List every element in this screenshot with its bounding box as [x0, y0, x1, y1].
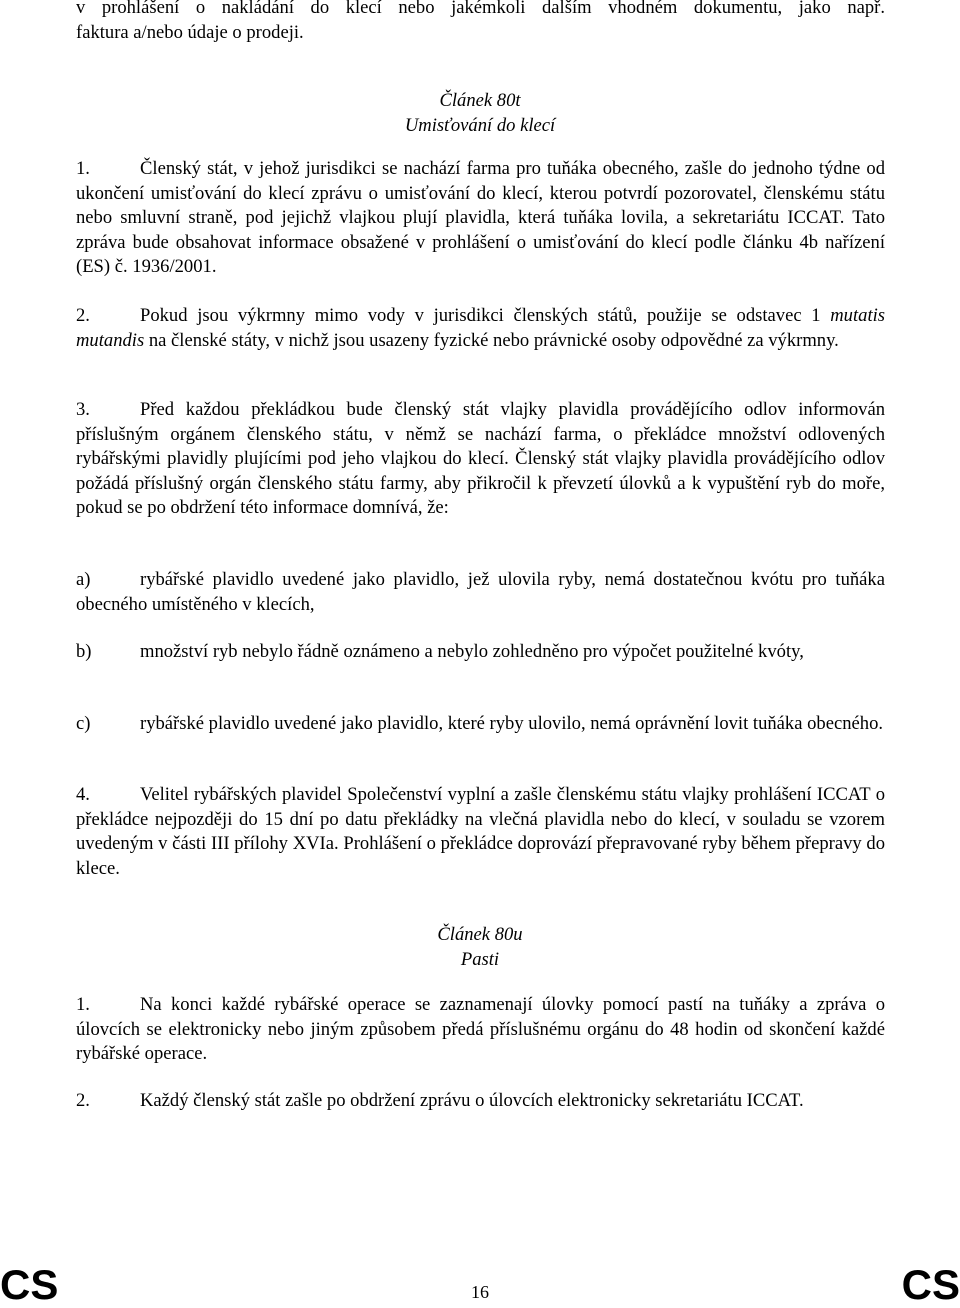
article-80t-heading: [0, 89, 960, 138]
article-80t-paragraph-2: [76, 304, 885, 353]
article-80t-subtitle: Umisťování do klecí: [404, 114, 556, 136]
paragraph-number: 4.: [76, 784, 90, 805]
paragraph-number: 2.: [76, 1090, 90, 1111]
article-80t-title: Článek 80t: [439, 90, 521, 111]
paragraph-number: 1.: [76, 994, 90, 1015]
list-item-b: [76, 640, 885, 665]
paragraph-text: Před každou překládkou bude členský stát vlajky plavidla provádějícího odlov informován příslušným orgánem členského státu, v němž se nachází farma, o překládce množství odlovených rybářskými plavidly plujícími pod jeho vlajkou do klecí. Členský stát vlajky plavidla provádějícího odlov požádá příslušný orgán členského státu farmy, aby přikročil k převzetí úlovků a k vypuštění ryb do moře, pokud se po obdržení této informace domnívá, že:: [76, 399, 885, 519]
paragraph-number: 2.: [76, 305, 90, 326]
intro-text: [76, 0, 885, 45]
paragraph-text-cont: na členské státy, v nichž jsou usazeny fyzické nebo právnické osoby odpovědné za výkrmny.: [148, 329, 839, 351]
article-80u-paragraph-2: [76, 1089, 885, 1114]
intro-line-1: v prohlášení o nakládání do klecí nebo jakémkoli dalším vhodném dokumentu, jako např.: [76, 0, 885, 18]
article-80u-title: Článek 80u: [437, 924, 523, 945]
list-label: b): [76, 641, 92, 662]
footer-language-left: CS: [0, 1261, 59, 1308]
list-text: množství ryb nebylo řádně oznámeno a nebylo zohledněno pro výpočet použitelné kvóty,: [140, 641, 804, 662]
list-text: rybářské plavidlo uvedené jako plavidlo, jež ulovila ryby, nemá dostatečnou kvótu pro tuňáka obecného umístěného v klecích,: [76, 569, 885, 615]
latin-phrase: mutatis mutandis: [76, 305, 886, 351]
footer-language-right: CS: [901, 1261, 960, 1308]
list-item-a: [76, 568, 885, 617]
paragraph-text: Pokud jsou výkrmny mimo vody v jurisdikci členských států, použije se odstavec 1: [140, 305, 821, 326]
list-item-c: [76, 712, 885, 737]
article-80t-paragraph-4: [76, 783, 885, 881]
article-80u-heading: [0, 923, 960, 972]
paragraph-text: Členský stát, v jehož jurisdikci se nachází farma pro tuňáka obecného, zašle do jednoho týdne od ukončení umisťování do klecí zprávu o umisťování do klecí, kterou potvrdí pozorovatel, členskému státu nebo smluvní straně, pod jejichž vlajkou plují plavidla, která tuňáka lovila, a sekretariátu ICCAT. Tato zpráva bude obsahovat informace obsažené v prohlášení o umisťování do klecí podle článku 4b nařízení (ES) č. 1936/2001.: [76, 158, 885, 278]
article-80t-paragraph-1: [76, 157, 885, 280]
paragraph-number: 1.: [76, 158, 90, 179]
article-80u-subtitle: Pasti: [460, 948, 500, 970]
article-80t-paragraph-3: [76, 398, 885, 521]
page-number: 16: [471, 1282, 489, 1302]
intro-line-2: faktura a/nebo údaje o prodeji.: [76, 21, 304, 43]
article-80u-paragraph-1: [76, 993, 885, 1067]
list-label: c): [76, 713, 91, 734]
paragraph-number: 3.: [76, 399, 90, 420]
list-label: a): [76, 569, 91, 590]
list-text: rybářské plavidlo uvedené jako plavidlo, které ryby ulovilo, nemá oprávnění lovit tuňáka obecného.: [140, 713, 884, 734]
paragraph-text: Na konci každé rybářské operace se zaznamenají úlovky pomocí pastí na tuňáky a zpráva o úlovcích se elektronicky nebo jiným způsobem předá příslušnému orgánu do 48 hodin od skončení každé rybářské operace.: [76, 994, 885, 1065]
paragraph-text: Velitel rybářských plavidel Společenství vyplní a zašle členskému státu vlajky prohlášení ICCAT o překládce nejpozději do 15 dní po datu překládky na vlečná plavidla nebo do klecí, v souladu se vzorem uvedeným v části III přílohy XVIa. Prohlášení o překládce doprovází přepravované ryby během přepravy do klece.: [76, 784, 885, 879]
paragraph-text: Každý členský stát zašle po obdržení zprávu o úlovcích elektronicky sekretariátu ICCAT.: [140, 1090, 804, 1111]
